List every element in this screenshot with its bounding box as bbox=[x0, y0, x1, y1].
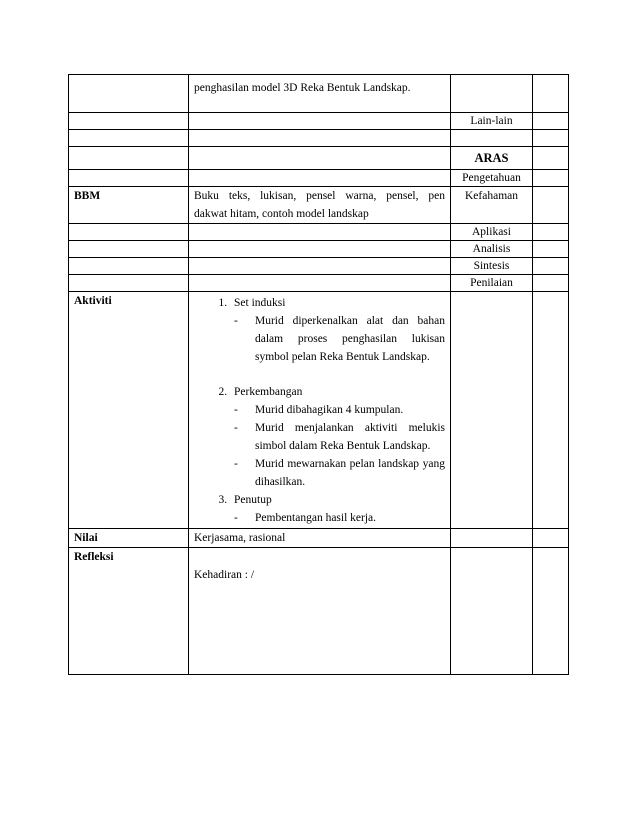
penilaian-cell: Penilaian bbox=[451, 275, 533, 292]
step-items bbox=[234, 509, 445, 527]
table-row bbox=[69, 224, 569, 241]
sintesis-cell: Sintesis bbox=[451, 258, 533, 275]
bbm-text-line1: Buku teks, lukisan, pensel warna, pensel, pen bbox=[194, 190, 445, 202]
step-title: Perkembangan bbox=[234, 386, 303, 398]
aras-heading: ARAS bbox=[451, 147, 533, 170]
refleksi-text: Kehadiran : / bbox=[189, 548, 451, 675]
bbm-label: BBM bbox=[69, 187, 189, 224]
list-item: - Murid menjalankan aktiviti melukis simbol dalam Reka Bentuk Landskap. bbox=[234, 419, 445, 455]
step-perkembangan bbox=[230, 383, 445, 491]
table-row bbox=[69, 130, 569, 147]
table-row bbox=[69, 529, 569, 548]
lain-lain-cell: Lain-lain bbox=[451, 113, 533, 130]
step-penutup bbox=[230, 491, 445, 527]
step-items bbox=[234, 401, 445, 491]
table-row bbox=[69, 275, 569, 292]
aktiviti-steps bbox=[194, 294, 445, 527]
refleksi-label: Refleksi bbox=[69, 548, 189, 675]
table-row bbox=[69, 147, 569, 170]
bbm-text bbox=[189, 187, 451, 224]
top-text: penghasilan model 3D Reka Bentuk Landskap. bbox=[189, 75, 451, 113]
pengetahuan-cell: Pengetahuan bbox=[451, 170, 533, 187]
table-row bbox=[69, 258, 569, 275]
step-title: Set induksi bbox=[234, 297, 286, 309]
bbm-text-line2: dakwat hitam, contoh model landskap bbox=[194, 208, 369, 220]
table-row bbox=[69, 548, 569, 675]
table-row bbox=[69, 187, 569, 224]
list-item: - Murid mewarnakan pelan landskap yang dihasilkan. bbox=[234, 455, 445, 491]
analisis-cell: Analisis bbox=[451, 241, 533, 258]
aplikasi-cell: Aplikasi bbox=[451, 224, 533, 241]
kefahaman-cell: Kefahaman bbox=[451, 187, 533, 224]
step-title: Penutup bbox=[234, 494, 272, 506]
list-item: - Murid dibahagikan 4 kumpulan. bbox=[234, 401, 445, 419]
table-row bbox=[69, 241, 569, 258]
list-item: - Murid diperkenalkan alat dan bahan dalam proses penghasilan lukisan symbol pelan Reka Bentuk Landskap. bbox=[234, 312, 445, 366]
aktiviti-content bbox=[189, 292, 451, 529]
aktiviti-label: Aktiviti bbox=[69, 292, 189, 529]
nilai-label: Nilai bbox=[69, 529, 189, 548]
step-items bbox=[234, 312, 445, 366]
table-row bbox=[69, 292, 569, 529]
table-row bbox=[69, 170, 569, 187]
list-item: - Pembentangan hasil kerja. bbox=[234, 509, 445, 527]
nilai-text: Kerjasama, rasional bbox=[189, 529, 451, 548]
step-set-induksi bbox=[230, 294, 445, 366]
table-row bbox=[69, 113, 569, 130]
table-row bbox=[69, 75, 569, 113]
lesson-plan-table bbox=[68, 74, 569, 675]
